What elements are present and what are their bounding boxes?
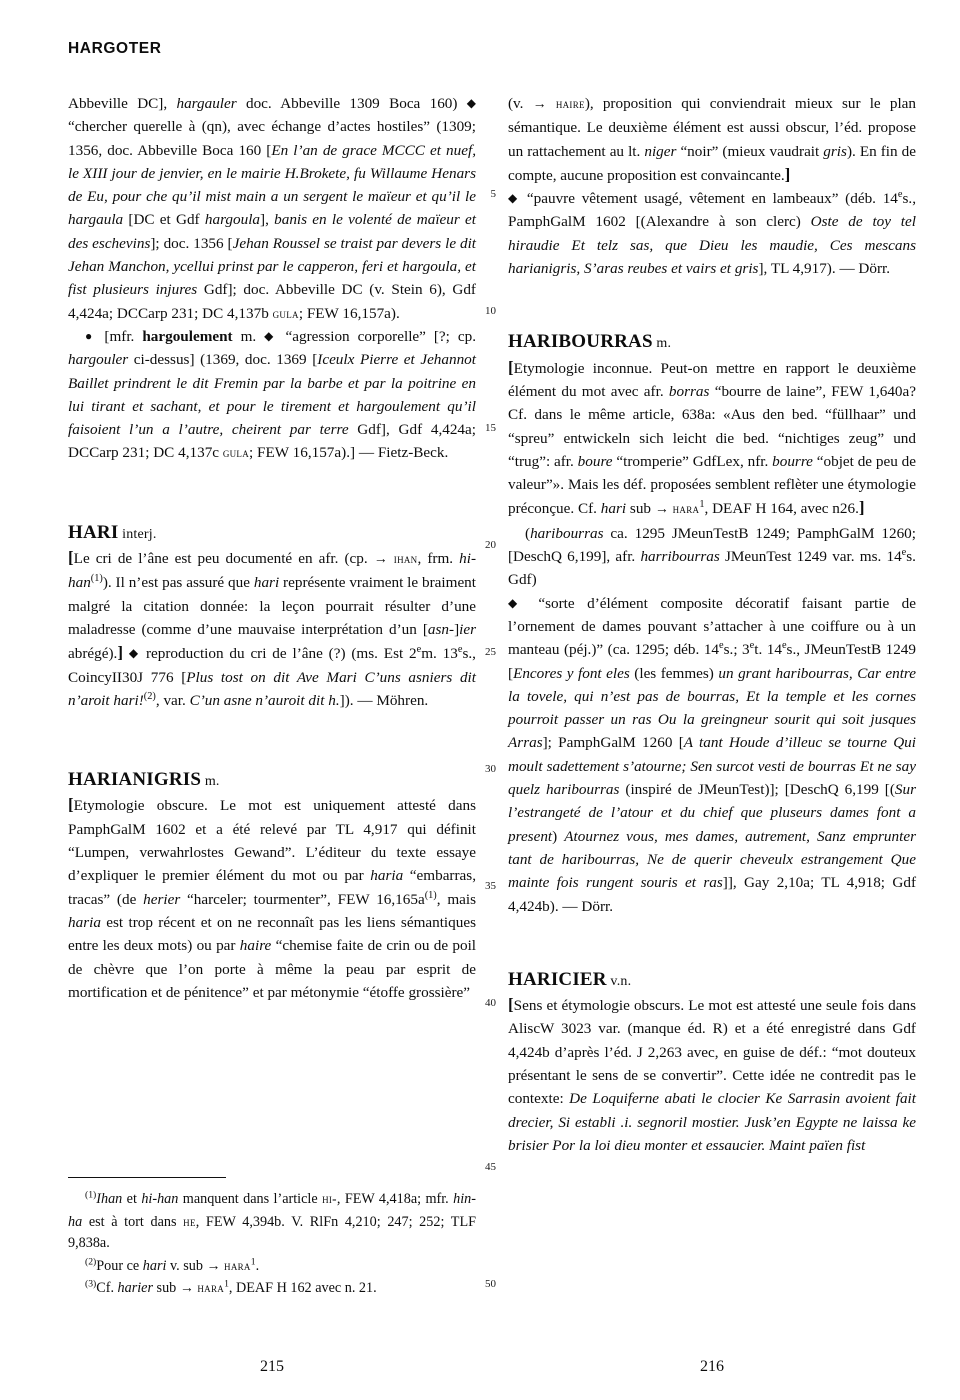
entry-headword: HARICIER: [508, 968, 607, 990]
right-column: [508, 92, 916, 1157]
entry-part-of-speech: m.: [652, 336, 672, 352]
entry-attested-forms: (haribourras ca. 1295 JMeunTestB 1249; PamphGalM 1260; [DeschQ 6,199], afr. harribourras JMeunTest 1249 var. ms. 14es. Gdf): [508, 524, 916, 589]
line-number: 10: [485, 305, 496, 317]
entry-paragraph: ◆ “pauvre vêtement usagé, vêtement en lambeaux” (déb. 14es., PamphGalM 1602 [(Alexandre à son clerc) Oste de toy tel hiraudie Et telz sas, que Dieu les maudie, Ces mescans harianigris, S’aras reubes et vairs et gris], TL 4,917). — Dörr.: [508, 189, 916, 278]
entry-harianigris-continuation: [508, 92, 916, 280]
entry-paragraph: Abbeville DC], hargauler doc. Abbeville 1309 Boca 160) ◆ “chercher querelle à (qn), avec échange d’actes hostiles” (1309; 1356, doc. Abbeville Boca 160 [En l’an de grace MCCC et nuef, le XIII jour de jenvier, en le mairie H.Brokete, fu Willaume Henars de Eu, pour che qu’il mist main a un sergent le maïeur et qu’il le hargaula [DC et Gdf hargoula], banis en le volenté de maïeur et des eschevins]; doc. 1356 [Jehan Roussel se traist par devers le dit Jehan Manchon, ycellui prinst par le capperon, feri et hargoula, et fist plusieurs injures Gdf]; doc. Abbeville DC (v. Stein 6), Gdf 4,424a; DCCarp 231; DC 4,137b gula; FEW 16,157a).: [68, 95, 477, 322]
entry-part-of-speech: m.: [201, 774, 220, 790]
line-number: 25: [485, 646, 496, 658]
entry-harianigris: [68, 768, 476, 1004]
entry-part-of-speech: v.n.: [606, 973, 632, 989]
footnote-area: [68, 1177, 476, 1300]
line-number: 45: [485, 1161, 496, 1173]
footnote-rule: [68, 1177, 226, 1178]
entry-sense: ◆ “sorte d’élément composite décoratif faisant partie de l’ornement de dames pouvant s’attacher à une coiffure ou à un manteau (péj.)” (ca. 1295; déb. 14es.; 3et. 14es., JMeunTestB 1249 [Encores y font eles (les femmes) un grant haribourras, Car entre la tovele, qui n’est pas de bourras, Et la temple et les cornes pourroit passer un ras Ou la greingneur sourit qui soit jusques Arras]; PamphGalM 1260 [A tant Houde d’illeuc se tourne Qui moult sadettement s’atourne; Sen surcot vesti de bourras Et ne say quelz haribourras (inspiré de JMeunTest)]; [DeschQ 6,199 [(Sur l’estrangeté de l’atour et du chief que pluseurs dames font a present) Atournez vous, mes dames, autrement, Sanz emprunter tant de haribourras, Ne de querir cheveulx estrangement Que mainte fois rungent souris et ras]], Gay 2,10a; TL 4,918; Gdf 4,424b). — Dörr.: [508, 594, 917, 915]
entry-headword-line: [508, 968, 916, 993]
entry-haribourras: [508, 330, 916, 917]
entry-body: [Le cri de l’âne est peu documenté en afr. (cp. → ihan, frm. hi-han$^{(1)}$). Il n’est pas assuré que hari représente vraiment le braiment malgré la citation donnée: la leçon pourrait résulter d’une maladresse (comme d’une mauvaise interprétation d’un [asn-]ier abrégé).] ◆ reproduction du cri de l’âne (?) (ms. Est 2em. 13es., CoincyII30J 776 [Plus tost on dit Ave Mari C’uns asniers dit n’aroit hari!$^{(2)}$, var. C’un asne n’auroit dit h.]). — Möhren.: [68, 548, 476, 709]
entry-haricier: [508, 968, 916, 1157]
entry-hargoter-continuation: [68, 92, 476, 465]
entry-headword: HARIBOURRAS: [508, 331, 653, 353]
entry-paragraph: ● [mfr. hargoulement m. ◆ “agression corporelle” [?; cp. hargouler ci-dessus] (1369, doc. 1369 [Iceulx Pierre et Jehannot Baillet prindrent le dit Fremin par la barbe et par la poitrine en lui tirant et sachant, et pour le tirement et hargoulement qu’il faisoient l’un a l’autre, cheirent par terre Gdf], Gdf 4,424a; DCCarp 231; DC 4,137c gula; FEW 16,157a).] — Fietz-Beck.: [68, 327, 476, 462]
entry-headword: HARIANIGRIS: [68, 769, 202, 791]
line-number: 15: [485, 422, 496, 434]
line-number: 40: [485, 997, 496, 1009]
entry-body: [Sens et étymologie obscurs. Le mot est attesté une seule fois dans AliscW 3023 var. (manque éd. R) et a été enregistré dans Gdf 4,424b d’après l’éd. J 2,263 avec, en guise de déf.: “mot douteux présentant le sens de se convertir”. Cette idée ne contredit pas le contexte: De Loquiferne abati le clocier Ke Sarrasin avoient fait drecier, Si establi .i. segnoril mostier. Jusk’en Egypte ne laissa ke brisier Por la loi dieu monter et essaucier. Maint païen fist: [508, 995, 916, 1154]
entry-headword-line: [68, 521, 476, 546]
entry-paragraph: (v. → haire), proposition qui conviendrait mieux sur le plan sémantique. Le deuxième élément est aussi obscur, l’éd. propose un rattachement au lt. niger “noir” (mieux vaudrait gris). En fin de compte, aucune proposition est convaincante.]: [508, 95, 916, 184]
entry-hari: [68, 521, 476, 712]
entry-part-of-speech: interj.: [118, 526, 157, 542]
line-number: 30: [485, 763, 496, 775]
line-number: 50: [485, 1278, 496, 1290]
entry-headword: HARI: [68, 521, 119, 543]
page-number-left: 215: [260, 1358, 284, 1375]
entry-body: [Etymologie obscure. Le mot est uniquement attesté dans PamphGalM 1602 et a été relevé par TL 4,917 qui définit “Lumpen, verwahrlostes Gewand”. L’éditeur du texte essaye d’expliquer le premier élément du mot ou par haria “embarras, tracas” (de herier “harceler; tourmenter”, FEW $16,165a^{(1)}$, mais haria est trop récent et on ne reconnaît pas les liens sémantiques entre les deux mots) ou par haire “chemise faite de crin ou de poil de chèvre que l’on porte à même la peau par esprit de mortification et de pénitence” et par métonymie “étoffe grossière”: [68, 795, 477, 1001]
running-head: HARGOTER: [68, 40, 162, 57]
page-number-right: 216: [700, 1358, 724, 1375]
line-number: 35: [485, 880, 496, 892]
entry-etymology: [Etymologie inconnue. Peut-on mettre en rapport le deuxième élément du mot avec afr. borras “bourre de laine”, FEW 1,640a? Cf. dans le même article, 638a: «Aus den bed. “füllhaar” und “spreu” entwickeln sich leicht die bed. “nichtiges zeug” und “trug”: afr. boure “tromperie” GdfLex, nfr. bourre “objet de peu de valeur”». Mais les déf. proposées semblent reflèter une étymologie préconçue. Cf. hari sub → hara$^1$, DEAF H 164, avec n26.]: [508, 357, 917, 518]
line-number: 20: [485, 539, 496, 551]
left-column: [68, 92, 476, 1004]
footnote-item: $^{(3)}$Cf. harier sub → hara$^1$, DEAF H 162 avec n. 21.: [85, 1278, 377, 1296]
entry-headword-line: [508, 330, 916, 355]
line-number: 5: [490, 188, 496, 200]
entry-headword-line: [68, 768, 476, 793]
footnote-item: $^{(2)}$Pour ce hari v. sub → hara$^1$.: [85, 1255, 260, 1274]
footnote-item: $^{(1)}$Ihan et hi-han manquent dans l’article hi-, FEW 4,418a; mfr. hin-ha est à tort dans he, FEW 4,394b. V. RlFn 4,210; 247; 252; TLF 9,838a.: [68, 1189, 477, 1251]
